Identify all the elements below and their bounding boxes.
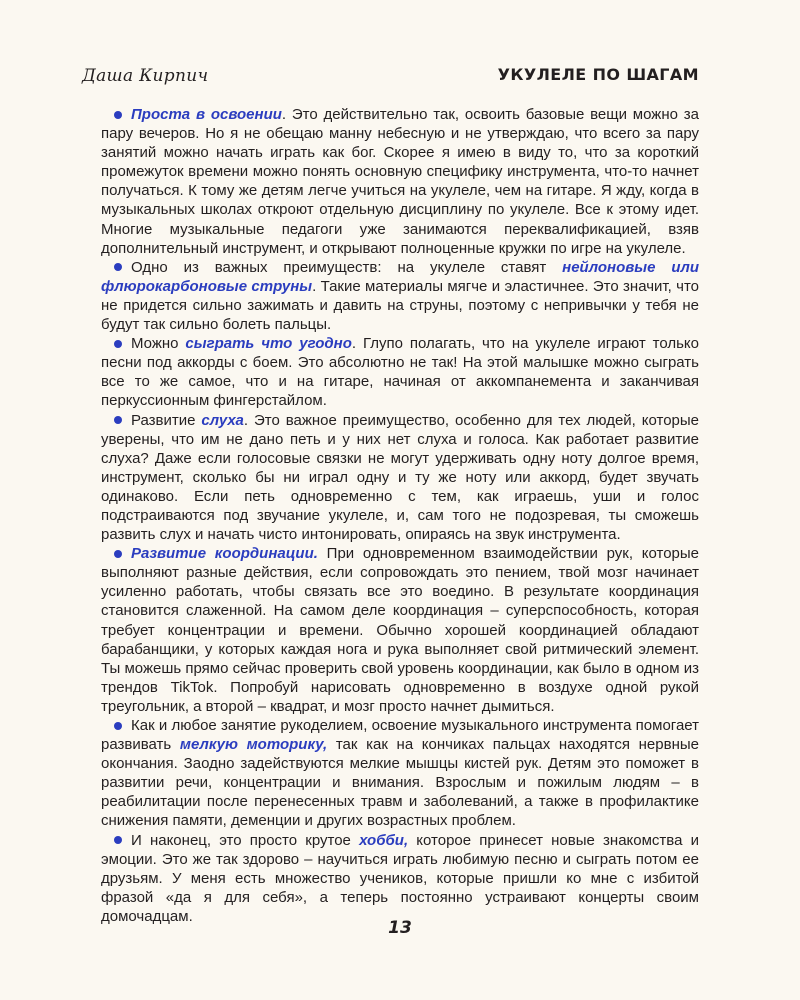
bullet-icon bbox=[114, 550, 122, 558]
bullet-icon bbox=[114, 722, 122, 730]
highlight-term: слуха bbox=[201, 411, 244, 429]
highlight-term: нейлоновые или флюрокарбоновые струны bbox=[101, 258, 699, 295]
running-header-author: Даша Кирпич bbox=[82, 66, 209, 86]
paragraph-fine-motor-skills: Как и любое занятие рукоделием, освоение музыкального инструмента помогает развивать мелкую моторику, так как на кончиках пальцах находятся нервные окончания. Заодно задействуются мелкие мышцы кистей рук. Детям это поможет в развитии речи, концентрации и внимания. Взрослым и пожилым людям – в реабилитации после перенесенных травм и заболеваний, а также в профилактике снижения памяти, деменции и других возрастных проблем. bbox=[101, 717, 699, 830]
paragraph-hobby: И наконец, это просто крутое хобби, которое принесет новые знакомства и эмоции. Это же так здорово – научиться играть любимую песню и сыграть потом ее друзьям. У меня есть множество учеников, которые пришли ко мне с избитой фразой «да я для себя», а теперь постоянно устраивают концерты своим домочадцам. bbox=[101, 831, 699, 925]
highlight-term: мелкую моторику, bbox=[179, 736, 328, 754]
paragraph-coordination: Развитие координации. При одновременном взаимодействии рук, которые выполняют разные действия, если сопровождать это пением, твой мозг начинает усиленно работать, чтобы связать все это воедино. В результате координация становится слаженной. На самом деле координация – суперспособность, которая требует концентрации и времени. Обычно хорошей координацией обладают барабанщики, у которых каждая нога и рука выполняет свой ритмический элемент. Ты можешь прямо сейчас проверить свой уровень координации, как было в одном из трендов TikTok. Попробуй нарисовать одновременно в воздухе одной рукой треугольник, а второй – квадрат, и мозг просто начнет дымиться. bbox=[101, 545, 699, 715]
paragraph-nylon-strings: Одно из важных преимуществ: на укулеле ставят нейлоновые или флюрокарбоновые струны. Такие материалы мягче и эластичнее. Это значит, что не придется сильно зажимать и давить на струны, поэтому с непривычки у тебя не будут так сильно болеть пальцы. bbox=[101, 258, 699, 334]
page-body bbox=[101, 105, 699, 926]
bullet-icon bbox=[114, 111, 122, 119]
highlight-term: хобби, bbox=[359, 831, 409, 849]
highlight-term: Проста в освоении bbox=[131, 106, 282, 123]
bullet-icon bbox=[114, 263, 122, 271]
paragraph-ear-training: Развитие слуха. Это важное преимущество, особенно для тех людей, которые уверены, что им не дано петь и у них нет слуха и голоса. Как работает развитие слуха? Даже если голосовые связки не могут удерживать одну ноту долгое время, инструмент, сколько бы ни играл одну и ту же ноту или аккорд, будет звучать одинаково. Если петь одновременно с тем, как играешь, уши и голос подстраиваются под звучание укулеле, и, сам того не подозревая, ты сможешь развить слух и начать чисто интонировать, опираясь на звук инструмента. bbox=[101, 411, 700, 544]
bullet-icon bbox=[114, 340, 122, 348]
running-header-book-title: УКУЛЕЛЕ ПО ШАГАМ bbox=[497, 65, 699, 84]
highlight-term: сыграть что угодно bbox=[185, 335, 352, 353]
bullet-icon bbox=[114, 836, 122, 844]
bullet-icon bbox=[114, 416, 122, 424]
paragraph-play-anything: Можно сыграть что угодно. Глупо полагать, что на укулеле играют только песни под аккорды с боем. Это абсолютно не так! На этой малышке можно сыграть все то же самое, что и на гитаре, начиная от аккомпанемента и заканчивая перкуссионным фингерстайлом. bbox=[101, 335, 699, 410]
page-number: 13 bbox=[388, 918, 412, 938]
paragraph-easy-to-learn: Проста в освоении. Это действительно так, освоить базовые вещи можно за пару вечеров. Но я не обещаю манну небесную и не утверждаю, что всего за пару занятий можно начать играть как бог. Скорее я имею в виду то, что за короткий промежуток времени можно понять основную специфику инструмента, что-то начнет получаться. К тому же детям легче учиться на укулеле, чем на гитаре. Я жду, когда в музыкальных школах откроют отдельную дисциплину по укулеле. Все к этому идет. Многие музыкальные педагоги уже занимаются переквалификацией, взяв дополнительный инструмент, и открывают полноценные кружки по игре на укулеле. bbox=[101, 106, 699, 257]
highlight-term: Развитие координации. bbox=[131, 545, 318, 563]
